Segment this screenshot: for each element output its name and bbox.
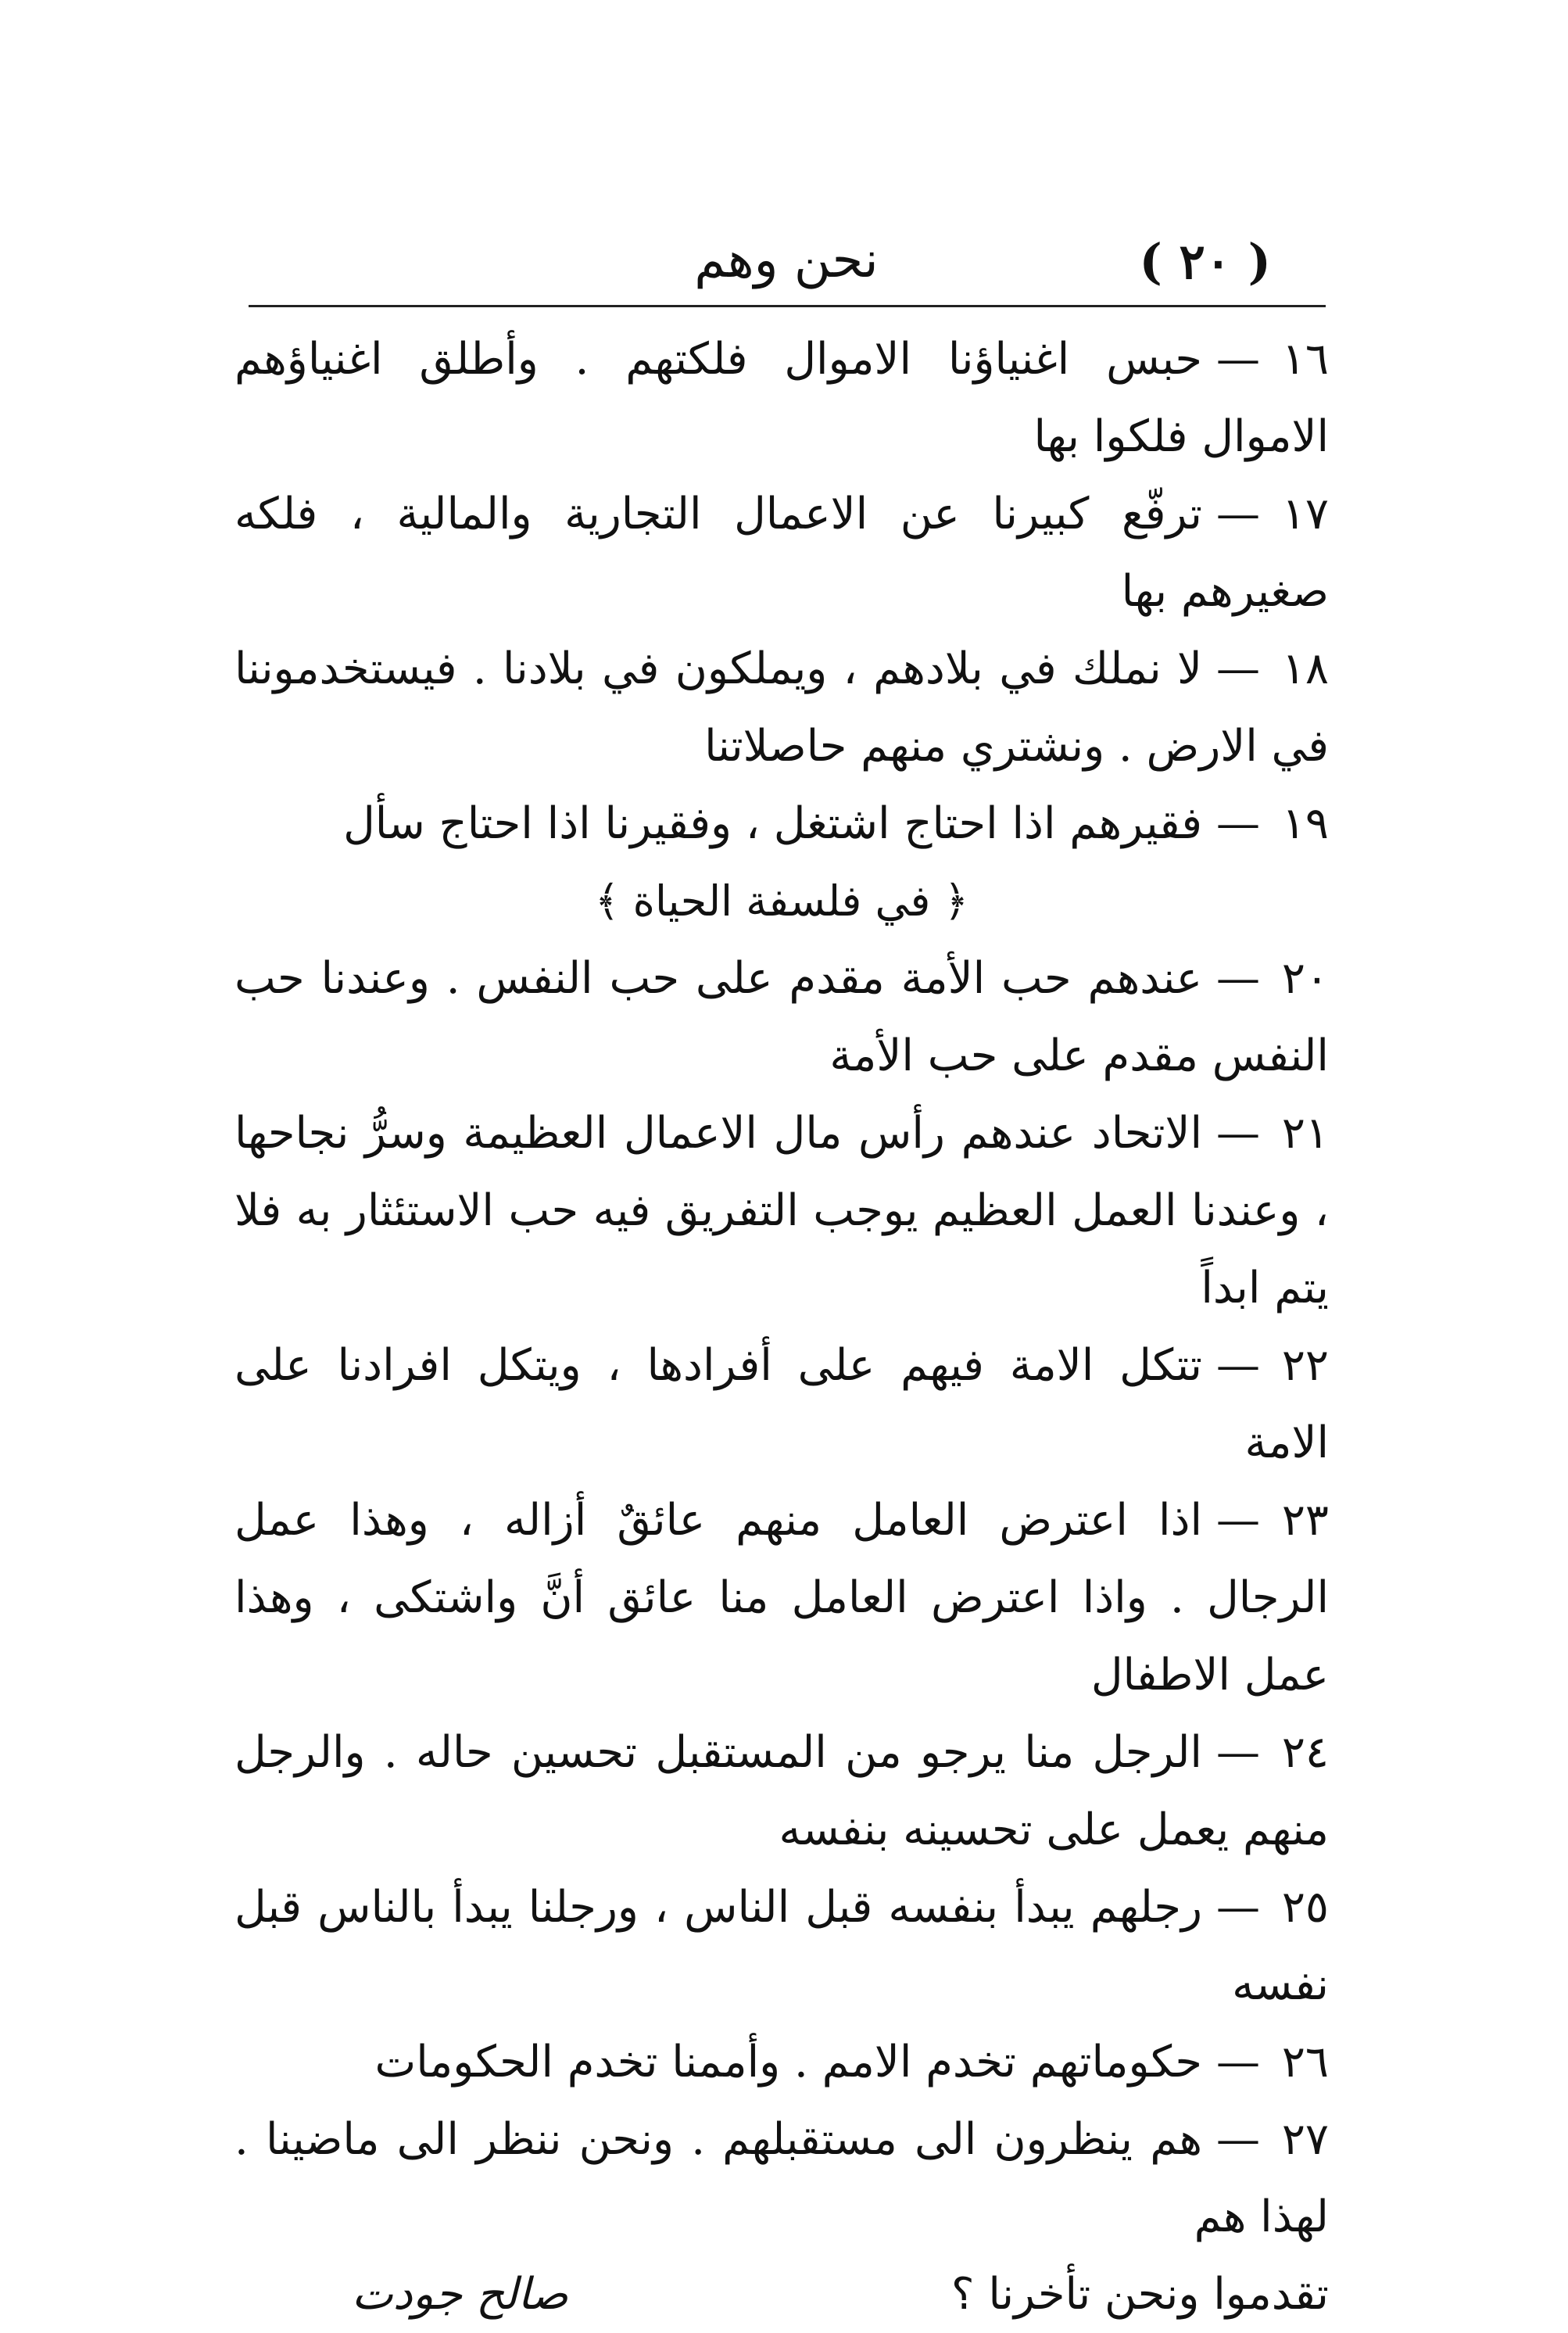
list-item [234, 1482, 1329, 1714]
running-title: نحن وهم [694, 231, 879, 289]
article-body [234, 321, 1329, 2333]
item-number: ٢٣ [1281, 1495, 1329, 1546]
item-text: لا نملك في بلادهم ، ويملكون في بلادنا . فيستخدموننا في الارض . ونشتري منهم حاصلاتنا [234, 643, 1329, 772]
item-dash: — [1216, 489, 1260, 539]
list-item [234, 2023, 1329, 2101]
closing-line [234, 2256, 1329, 2333]
item-number: ٢٠ [1281, 953, 1329, 1004]
item-dash: — [1216, 1727, 1260, 1778]
item-text: الرجل منا يرجو من المستقبل تحسين حاله . والرجل منهم يعمل على تحسينه بنفسه [234, 1727, 1329, 1855]
list-item [234, 475, 1329, 630]
item-number: ١٩ [1281, 798, 1329, 849]
item-number: ٢٧ [1281, 2114, 1329, 2165]
item-dash: — [1216, 953, 1260, 1004]
item-dash: — [1216, 2114, 1260, 2165]
list-item [234, 1327, 1329, 1482]
item-number: ٢٥ [1281, 1882, 1329, 1933]
item-dash: — [1216, 1882, 1260, 1933]
item-number: ٢١ [1281, 1108, 1329, 1159]
header-rule [249, 305, 1326, 307]
list-item [234, 630, 1329, 785]
list-item [234, 2101, 1329, 2256]
item-text: اذا اعترض العامل منهم عائقٌ أزاله ، وهذا عمل الرجال . واذا اعترض العامل منا عائق أنَّ واشتكى ، وهذا عمل الاطفال [234, 1495, 1329, 1700]
item-dash: — [1216, 334, 1260, 385]
item-number: ٢٦ [1281, 2037, 1329, 2088]
item-dash: — [1216, 643, 1260, 694]
item-number: ٢٤ [1281, 1727, 1329, 1778]
list-item [234, 785, 1329, 862]
item-dash: — [1216, 1340, 1260, 1391]
page-number: ( ٢٠ ) [1139, 233, 1271, 290]
item-text: حبس اغنياؤنا الاموال فلكتهم . وأطلق اغنياؤهم الاموال فلكوا بها [234, 334, 1329, 462]
item-text: تتكل الامة فيهم على أفرادها ، ويتكل افرادنا على الامة [234, 1340, 1329, 1468]
item-dash: — [1216, 798, 1260, 849]
item-dash: — [1216, 1108, 1260, 1159]
item-text: الاتحاد عندهم رأس مال الاعمال العظيمة وسرُّ نجاحها ، وعندنا العمل العظيم يوجب التفريق فيه حب الاستئثار به فلا يتم ابداً [234, 1108, 1330, 1313]
list-item [234, 1714, 1329, 1869]
section-heading: ﴿ في فلسفة الحياة ﴾ [594, 876, 969, 926]
item-text: عندهم حب الأمة مقدم على حب النفس . وعندنا حب النفس مقدم على حب الأمة [234, 953, 1329, 1081]
item-dash: — [1216, 2037, 1260, 2088]
item-number: ١٧ [1281, 489, 1329, 539]
item-text: فقيرهم اذا احتاج اشتغل ، وفقيرنا اذا احتاج سأل [343, 798, 1202, 849]
item-number: ١٨ [1281, 643, 1329, 694]
item-number: ١٦ [1281, 334, 1329, 385]
page-header [247, 225, 1326, 296]
list-item [234, 321, 1329, 475]
list-item [234, 940, 1329, 1095]
closing-text: تقدموا ونحن تأخرنا ؟ [950, 2269, 1329, 2320]
list-item [234, 1095, 1329, 1327]
author-signature: صالح جودت [352, 2269, 568, 2320]
item-dash: — [1216, 1495, 1260, 1546]
item-text: هم ينظرون الى مستقبلهم . ونحن ننظر الى ماضينا . لهذا هم [234, 2114, 1329, 2242]
item-text: حكوماتهم تخدم الامم . وأممنا تخدم الحكومات [374, 2037, 1202, 2088]
item-text: ترفّع كبيرنا عن الاعمال التجارية والمالية ، فلكه صغيرهم بها [234, 489, 1329, 617]
item-text: رجلهم يبدأ بنفسه قبل الناس ، ورجلنا يبدأ بالناس قبل نفسه [234, 1882, 1329, 2010]
item-number: ٢٢ [1281, 1340, 1329, 1391]
list-item [234, 1869, 1329, 2023]
